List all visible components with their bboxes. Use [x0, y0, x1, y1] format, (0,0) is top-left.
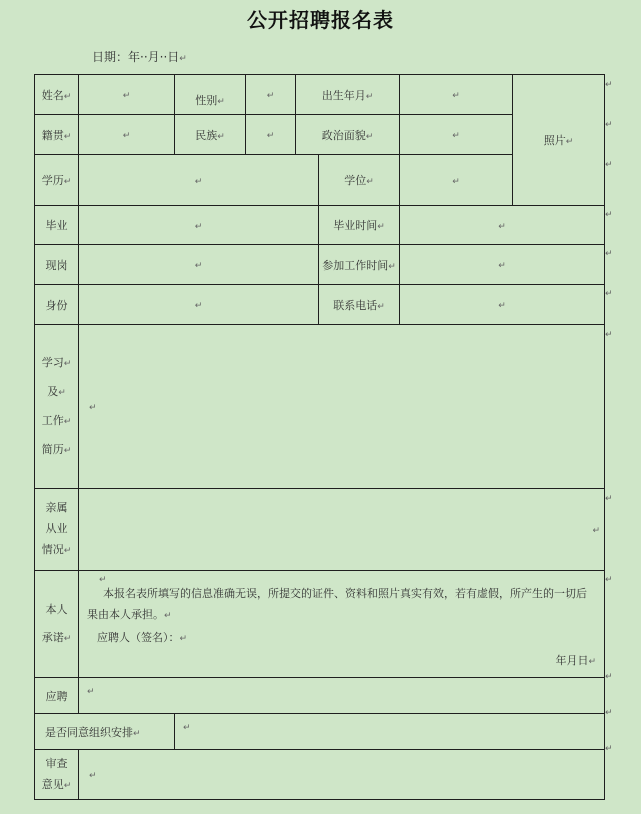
row-current-post [35, 245, 605, 285]
label-ethnicity: 民族↵ [175, 115, 246, 155]
field-work-start[interactable]: ↵ [400, 245, 605, 285]
row-arrange [35, 714, 605, 750]
row-end-mark: ↵ [605, 744, 613, 754]
label-political: 政治面貌↵ [296, 115, 400, 155]
paragraph-mark: ↵ [179, 54, 187, 64]
label-pledge: 本人 承诺↵ [35, 571, 79, 678]
label-arrange: 是否同意组织安排↵ [35, 714, 175, 750]
photo-box[interactable]: 照片↵ [513, 75, 605, 206]
field-review[interactable]: ↵ [79, 750, 605, 800]
label-review: 审查 意见↵ [35, 750, 79, 800]
label-education: 学历↵ [35, 155, 79, 206]
label-degree: 学位↵ [319, 155, 400, 206]
row-end-mark: ↵ [605, 289, 613, 299]
pledge-text: 本报名表所填写的信息准确无误，所提交的证件、资料和照片真实有效，若有虚假，所产生的一切后果由本人承担。↵ [87, 587, 587, 621]
field-gender[interactable]: ↵ [246, 75, 296, 115]
field-name[interactable]: ↵ [79, 75, 175, 115]
row-end-mark: ↵ [605, 80, 613, 90]
label-grad-time: 毕业时间↵ [319, 206, 400, 245]
row-end-mark: ↵ [605, 160, 613, 170]
field-apply[interactable]: ↵ [79, 678, 605, 714]
label-name: 姓名↵ [35, 75, 79, 115]
label-phone: 联系电话↵ [319, 285, 400, 325]
row-end-mark: ↵ [605, 708, 613, 718]
label-current-post: 现岗 [35, 245, 79, 285]
pledge-date: 年月日↵ [555, 654, 597, 667]
label-work-start: 参加工作时间↵ [319, 245, 400, 285]
field-identity[interactable]: ↵ [79, 285, 319, 325]
row-end-mark: ↵ [605, 494, 613, 504]
field-education[interactable]: ↵ [79, 155, 319, 206]
pledge-box: ↵ 本报名表所填写的信息准确无误，所提交的证件、资料和照片真实有效，若有虚假，所产生的一切后果由本人承担。↵ 应聘人（签名）：↵ 年月日↵ [79, 571, 605, 678]
field-phone[interactable]: ↵ [400, 285, 605, 325]
field-ethnicity[interactable]: ↵ [246, 115, 296, 155]
row-end-mark: ↵ [605, 672, 613, 682]
field-relatives[interactable]: ↵ [79, 489, 605, 571]
label-resume: 学习↵ 及↵ 工作↵ 简历↵ [35, 325, 79, 489]
field-resume[interactable]: ↵ [79, 325, 605, 489]
registration-form [34, 74, 605, 800]
form-title: 公开招聘报名表 [247, 8, 394, 32]
field-grad-time[interactable]: ↵ [400, 206, 605, 245]
row-end-mark: ↵ [605, 210, 613, 220]
row-identity [35, 285, 605, 325]
row-apply [35, 678, 605, 714]
label-apply: 应聘 [35, 678, 79, 714]
field-origin[interactable]: ↵ [79, 115, 175, 155]
row-end-mark: ↵ [605, 120, 613, 130]
row-resume [35, 325, 605, 489]
row-relatives [35, 489, 605, 571]
date-text: 日期：年··月··日 [92, 50, 180, 64]
label-gender: 性别↵ [175, 75, 246, 115]
label-relatives: 亲属 从业 情况↵ [35, 489, 79, 571]
row-basic-1 [35, 75, 605, 115]
field-degree[interactable]: ↵ [400, 155, 513, 206]
field-arrange[interactable]: ↵ [175, 714, 605, 750]
row-end-mark: ↵ [605, 575, 613, 585]
field-graduated[interactable]: ↵ [79, 206, 319, 245]
field-birth[interactable]: ↵ [400, 75, 513, 115]
label-graduated: 毕业 [35, 206, 79, 245]
row-end-mark: ↵ [605, 249, 613, 259]
field-political[interactable]: ↵ [400, 115, 513, 155]
label-birth: 出生年月↵ [296, 75, 400, 115]
row-end-mark: ↵ [605, 330, 613, 340]
label-identity: 身份 [35, 285, 79, 325]
row-pledge [35, 571, 605, 678]
row-review [35, 750, 605, 800]
date-line [92, 48, 187, 65]
label-origin: 籍贯↵ [35, 115, 79, 155]
field-current-post[interactable]: ↵ [79, 245, 319, 285]
row-graduation [35, 206, 605, 245]
pledge-signature[interactable]: 应聘人（签名）：↵ [97, 631, 188, 644]
